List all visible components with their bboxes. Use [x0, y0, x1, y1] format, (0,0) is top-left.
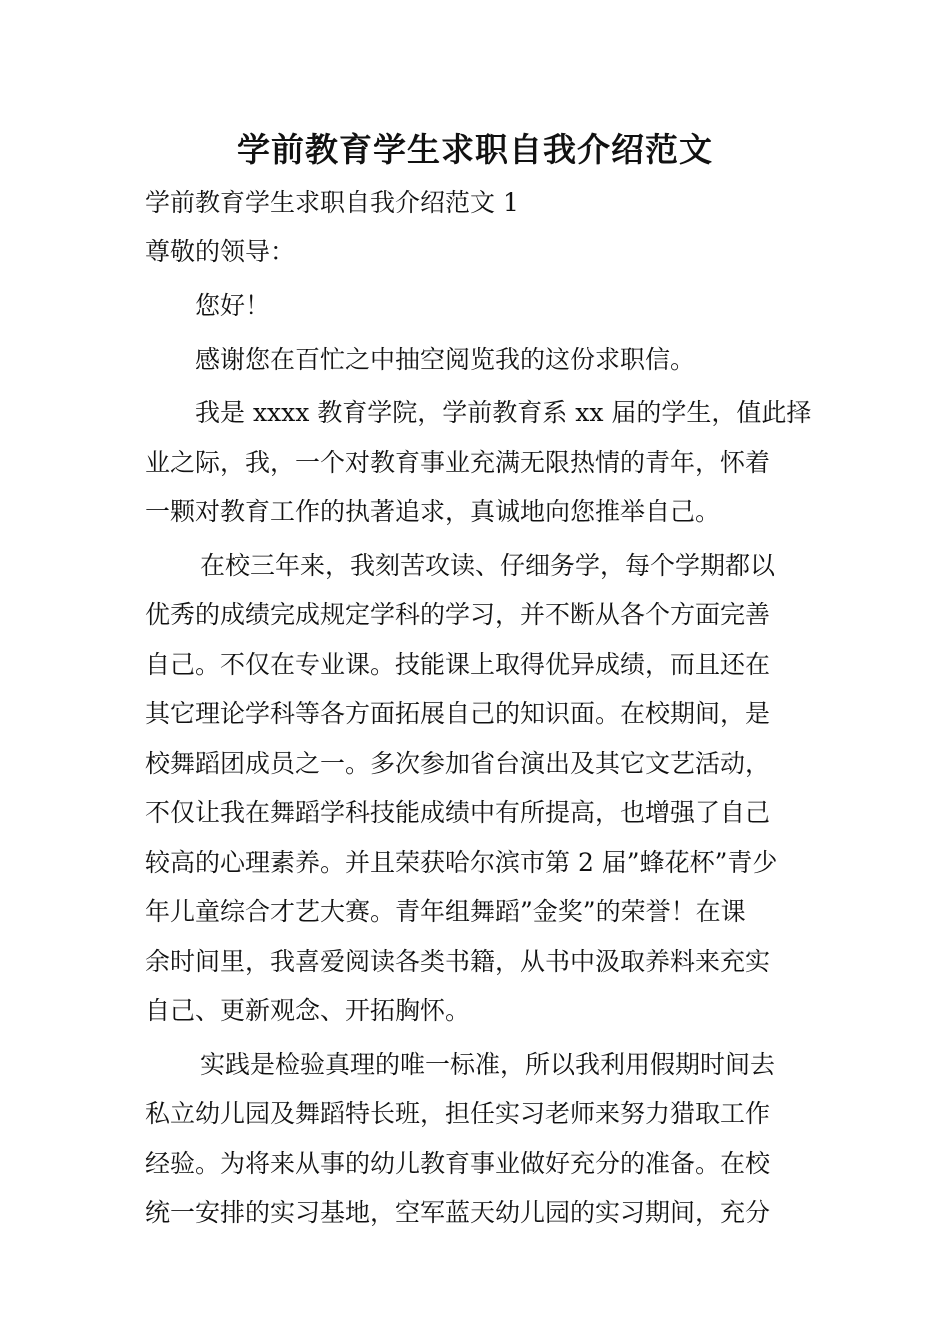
- paragraph-line: 私立幼儿园及舞蹈特长班，担任实习老师来努力猎取工作: [145, 1099, 771, 1128]
- paragraph-line: 一颗对教育工作的执著追求，真诚地向您推举自己。: [145, 497, 721, 526]
- document-body: [145, 178, 812, 1238]
- paragraph-line: 我是 xxxx 教育学院，学前教育系 xx 届的学生，值此择: [195, 398, 812, 427]
- paragraph-line: 较高的心理素养。并且荣获哈尔滨市第 2 届”蜂花杯”青少: [145, 847, 778, 877]
- paragraph-1: [145, 388, 812, 537]
- paragraph-line: 在校三年来，我刻苦攻读、仔细务学，每个学期都以: [200, 550, 776, 580]
- salutation: 尊敬的领导：: [145, 237, 296, 266]
- section-heading: 学前教育学生求职自我介绍范文 1: [145, 188, 519, 217]
- document-title: 学前教育学生求职自我介绍范文: [237, 130, 713, 169]
- paragraph-line: 校舞蹈团成员之一。多次参加省台演出及其它文艺活动，: [145, 748, 771, 778]
- paragraph-line: 业之际，我，一个对教育事业充满无限热情的青年，怀着: [145, 447, 771, 477]
- paragraph-line: 年儿童综合才艺大赛。青年组舞蹈”金奖”的荣誉！在课: [145, 897, 746, 926]
- paragraph-line: 优秀的成绩完成规定学科的学习，并不断从各个方面完善: [145, 600, 771, 629]
- paragraph-line: 自己。不仅在专业课。技能课上取得优异成绩，而且还在: [145, 649, 771, 679]
- paragraph-3: [145, 1040, 805, 1238]
- paragraph-line: 自己、更新观念、开拓胸怀。: [145, 996, 471, 1025]
- paragraph-line: 其它理论学科等各方面拓展自己的知识面。在校期间，是: [145, 699, 771, 728]
- paragraph-line: 实践是检验真理的唯一标准，所以我利用假期时间去: [200, 1049, 776, 1079]
- paragraph-line: 统一安排的实习基地，空军蓝天幼儿园的实习期间，充分: [145, 1198, 771, 1227]
- paragraph-2: [145, 541, 805, 1036]
- paragraph-line: 不仅让我在舞蹈学科技能成绩中有所提高，也增强了自己: [145, 798, 771, 827]
- paragraph-line: 余时间里，我喜爱阅读各类书籍，从书中汲取养料来充实: [145, 946, 771, 976]
- greeting-line: 您好！: [195, 291, 271, 320]
- paragraph-line: 经验。为将来从事的幼儿教育事业做好充分的准备。在校: [145, 1148, 771, 1178]
- thanks-line: 感谢您在百忙之中抽空阅览我的这份求职信。: [195, 344, 696, 374]
